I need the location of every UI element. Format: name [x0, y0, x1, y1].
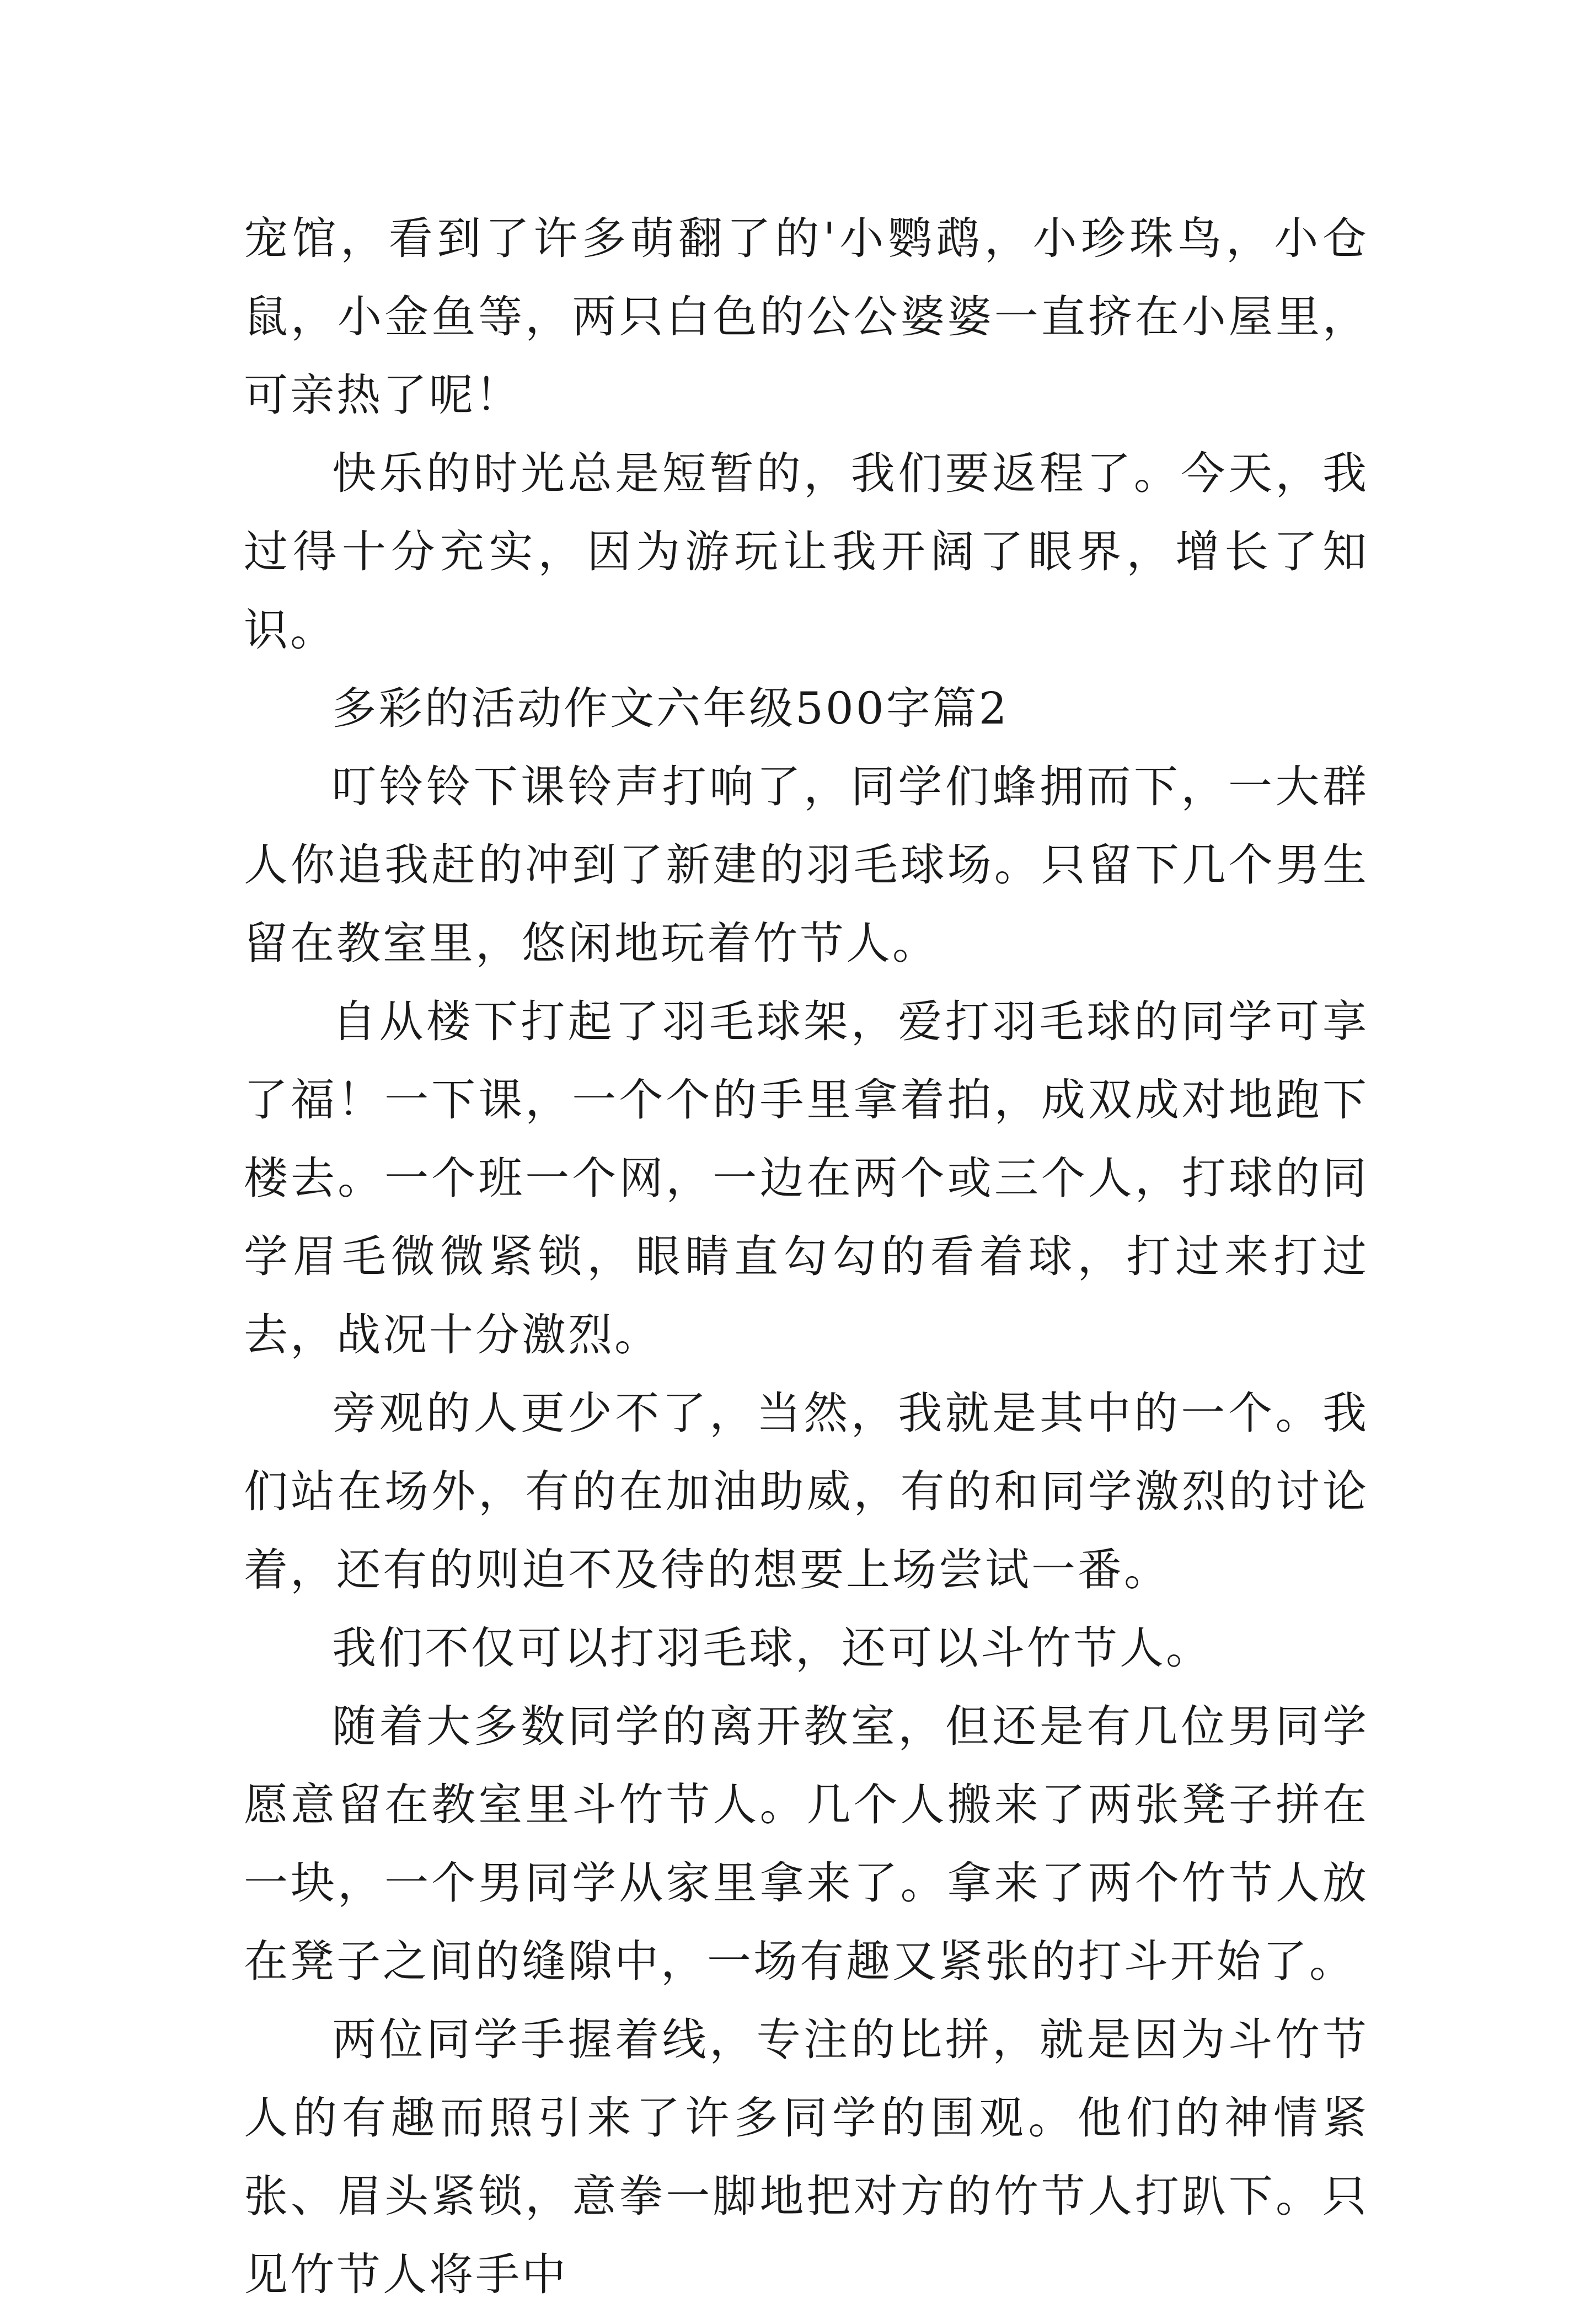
paragraph: 旁观的人更少不了，当然，我就是其中的一个。我们站在场外，有的在加油助威，有的和同学激烈的讨论着，还有的则迫不及待的想要上场尝试一番。: [244, 1388, 1369, 1595]
paragraph: 宠馆，看到了许多萌翻了的'小鹦鹉，小珍珠鸟，小仓鼠，小金鱼等，两只白色的公公婆婆一直挤在小屋里，可亲热了呢！: [244, 213, 1369, 421]
paragraph: 两位同学手握着线，专注的比拼，就是因为斗竹节人的有趣而照引来了许多同学的围观。他们的神情紧张、眉头紧锁，意拳一脚地把对方的竹节人打趴下。只见竹节人将手中: [244, 2014, 1369, 2300]
paragraph: 快乐的时光总是短暂的，我们要返程了。今天，我过得十分充实，因为游玩让我开阔了眼界，增长了知识。: [244, 448, 1369, 656]
paragraph: 随着大多数同学的离开教室，但还是有几位男同学愿意留在教室里斗竹节人。几个人搬来了两张凳子拼在一块，一个男同学从家里拿来了。拿来了两个竹节人放在凳子之间的缝隙中，一场有趣又紧张的打斗开始了。: [244, 1701, 1369, 1987]
section-heading: 多彩的活动作文六年级500字篇2: [332, 683, 1009, 734]
paragraph: 我们不仅可以打羽毛球，还可以斗竹节人。: [332, 1622, 1212, 1674]
document-body: [244, 200, 1369, 2314]
paragraph: 叮铃铃下课铃声打响了，同学们蜂拥而下，一大群人你追我赶的冲到了新建的羽毛球场。只留下几个男生留在教室里，悠闲地玩着竹节人。: [244, 761, 1369, 969]
paragraph: 自从楼下打起了羽毛球架，爱打羽毛球的同学可享了福！一下课，一个个的手里拿着拍，成双成对地跑下楼去。一个班一个网，一边在两个或三个人，打球的同学眉毛微微紧锁，眼睛直勾勾的看着球，打过来打过去，战况十分激烈。: [244, 996, 1369, 1360]
